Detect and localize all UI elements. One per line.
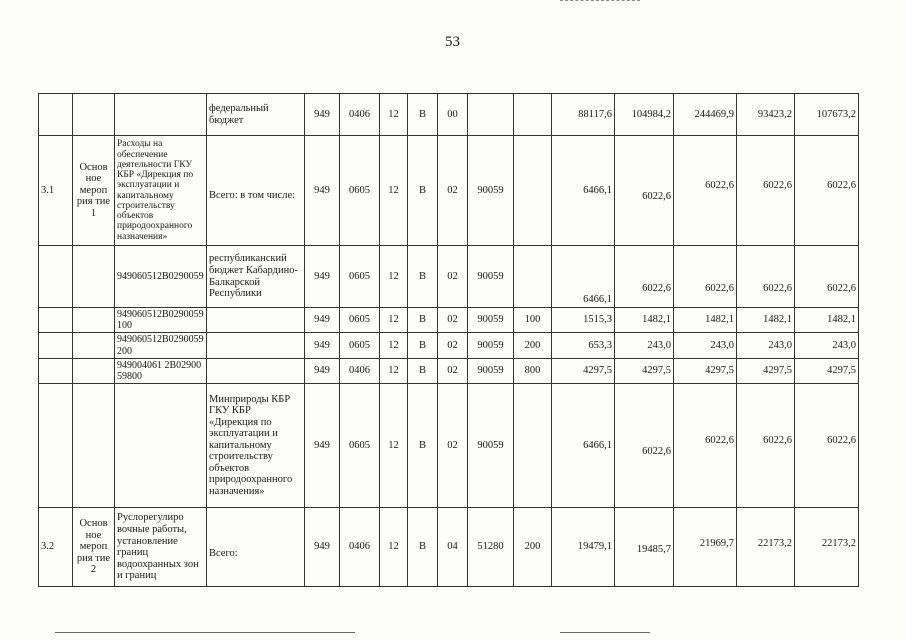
value-cell: 4297,5 [674,358,737,383]
value-cell: 6022,6 [737,246,795,308]
rzpr-cell: 0605 [340,136,380,246]
funding-source-cell: Всего: [207,508,305,587]
subprogram-cell: В [408,384,438,508]
top-edge-mark [560,0,640,5]
main-activity-cell: 02 [438,308,468,333]
value-cell: 243,0 [674,333,737,358]
direction-cell: 90059 [468,384,514,508]
name-cell: Руслорегулиро вочные работы, установление границ водоохранных зон и границ [115,508,207,587]
value-cell: 4297,5 [552,358,615,383]
value-cell: 1482,1 [615,308,674,333]
row-number-cell: 3.2 [39,508,73,587]
funding-source-cell: федеральный бюджет [207,94,305,136]
status-cell [73,246,115,308]
status-cell [73,358,115,383]
grbs-cell: 949 [305,94,340,136]
row-number-cell [39,384,73,508]
footer-rule-left [55,632,355,633]
value-cell: 6466,1 [552,246,615,308]
funding-source-cell: Минприроды КБР ГКУ КБР «Дирекция по эксплуатации и капитальному строительству объектов природоохранного назначения» [207,384,305,508]
subprogram-cell: В [408,308,438,333]
row-number-cell [39,333,73,358]
expense-type-cell [514,136,552,246]
main-activity-cell: 00 [438,94,468,136]
direction-cell: 90059 [468,136,514,246]
value-cell: 6466,1 [552,384,615,508]
funding-source-cell: Всего: в том числе: [207,136,305,246]
main-activity-cell: 02 [438,333,468,358]
program-cell: 12 [380,94,408,136]
main-activity-cell: 02 [438,384,468,508]
value-cell: 6022,6 [615,136,674,246]
main-activity-cell: 02 [438,246,468,308]
direction-cell: 90059 [468,358,514,383]
grbs-cell: 949 [305,384,340,508]
rzpr-cell: 0406 [340,94,380,136]
rzpr-cell: 0605 [340,384,380,508]
budget-table [38,93,859,587]
value-cell: 4297,5 [737,358,795,383]
name-cell: Расходы на обеспечение деятельности ГКУ КБР «Дирекция по эксплуатации и капитальному строительству объектов природоохранного назначения» [115,136,207,246]
value-cell: 6022,6 [737,136,795,246]
value-cell: 104984,2 [615,94,674,136]
value-cell: 1482,1 [737,308,795,333]
program-cell: 12 [380,308,408,333]
name-cell [115,384,207,508]
program-cell: 12 [380,246,408,308]
direction-cell: 90059 [468,333,514,358]
value-cell: 6022,6 [795,246,859,308]
value-cell: 88117,6 [552,94,615,136]
subprogram-cell: В [408,358,438,383]
table-row [39,358,859,383]
rzpr-cell: 0406 [340,358,380,383]
expense-type-cell [514,94,552,136]
status-cell: Основ ное мероп рия тие 1 [73,136,115,246]
status-cell [73,384,115,508]
direction-cell: 90059 [468,308,514,333]
expense-type-cell: 200 [514,508,552,587]
table-row [39,246,859,308]
expense-type-cell: 100 [514,308,552,333]
expense-type-cell [514,246,552,308]
subprogram-cell: В [408,94,438,136]
program-cell: 12 [380,508,408,587]
page-number: 53 [445,34,460,50]
funding-source-cell [207,308,305,333]
value-cell: 244469,9 [674,94,737,136]
main-activity-cell: 04 [438,508,468,587]
expense-type-cell: 200 [514,333,552,358]
row-number-cell [39,246,73,308]
grbs-cell: 949 [305,358,340,383]
table-row [39,136,859,246]
program-cell: 12 [380,333,408,358]
table-row [39,94,859,136]
name-cell [115,94,207,136]
table-row [39,308,859,333]
value-cell: 243,0 [737,333,795,358]
value-cell: 21969,7 [674,508,737,587]
rzpr-cell: 0605 [340,246,380,308]
code-cell: 949060512В0290059200 [115,333,207,358]
table-row [39,508,859,587]
code-cell: 949004061 2В0290059800 [115,358,207,383]
value-cell: 6022,6 [615,384,674,508]
value-cell: 1482,1 [674,308,737,333]
value-cell: 19485,7 [615,508,674,587]
value-cell: 243,0 [795,333,859,358]
code-cell: 949060512В0290059 [115,246,207,308]
expense-type-cell: 800 [514,358,552,383]
direction-cell: 51280 [468,508,514,587]
footer-rule-right [560,632,650,633]
program-cell: 12 [380,384,408,508]
row-number-cell: 3.1 [39,136,73,246]
value-cell: 22173,2 [737,508,795,587]
value-cell: 6022,6 [674,136,737,246]
value-cell: 93423,2 [737,94,795,136]
value-cell: 6466,1 [552,136,615,246]
table-row [39,384,859,508]
grbs-cell: 949 [305,308,340,333]
value-cell: 1515,3 [552,308,615,333]
status-cell: Основ ное мероп рия тие 2 [73,508,115,587]
value-cell: 4297,5 [615,358,674,383]
code-cell: 949060512В0290059100 [115,308,207,333]
table-row [39,333,859,358]
value-cell: 22173,2 [795,508,859,587]
program-cell: 12 [380,358,408,383]
value-cell: 243,0 [615,333,674,358]
funding-source-cell [207,358,305,383]
value-cell: 6022,6 [615,246,674,308]
row-number-cell [39,94,73,136]
value-cell: 4297,5 [795,358,859,383]
value-cell: 6022,6 [674,246,737,308]
expense-type-cell [514,384,552,508]
value-cell: 6022,6 [674,384,737,508]
direction-cell [468,94,514,136]
direction-cell: 90059 [468,246,514,308]
subprogram-cell: В [408,136,438,246]
rzpr-cell: 0605 [340,333,380,358]
value-cell: 1482,1 [795,308,859,333]
rzpr-cell: 0605 [340,308,380,333]
row-number-cell [39,358,73,383]
grbs-cell: 949 [305,246,340,308]
main-activity-cell: 02 [438,136,468,246]
grbs-cell: 949 [305,333,340,358]
value-cell: 107673,2 [795,94,859,136]
subprogram-cell: В [408,246,438,308]
subprogram-cell: В [408,508,438,587]
value-cell: 653,3 [552,333,615,358]
value-cell: 6022,6 [737,384,795,508]
subprogram-cell: В [408,333,438,358]
status-cell [73,94,115,136]
status-cell [73,333,115,358]
funding-source-cell: республиканский бюджет Кабардино-Балкарской Республики [207,246,305,308]
row-number-cell [39,308,73,333]
grbs-cell: 949 [305,136,340,246]
rzpr-cell: 0406 [340,508,380,587]
funding-source-cell [207,333,305,358]
main-activity-cell: 02 [438,358,468,383]
value-cell: 6022,6 [795,384,859,508]
grbs-cell: 949 [305,508,340,587]
value-cell: 19479,1 [552,508,615,587]
program-cell: 12 [380,136,408,246]
status-cell [73,308,115,333]
value-cell: 6022,6 [795,136,859,246]
